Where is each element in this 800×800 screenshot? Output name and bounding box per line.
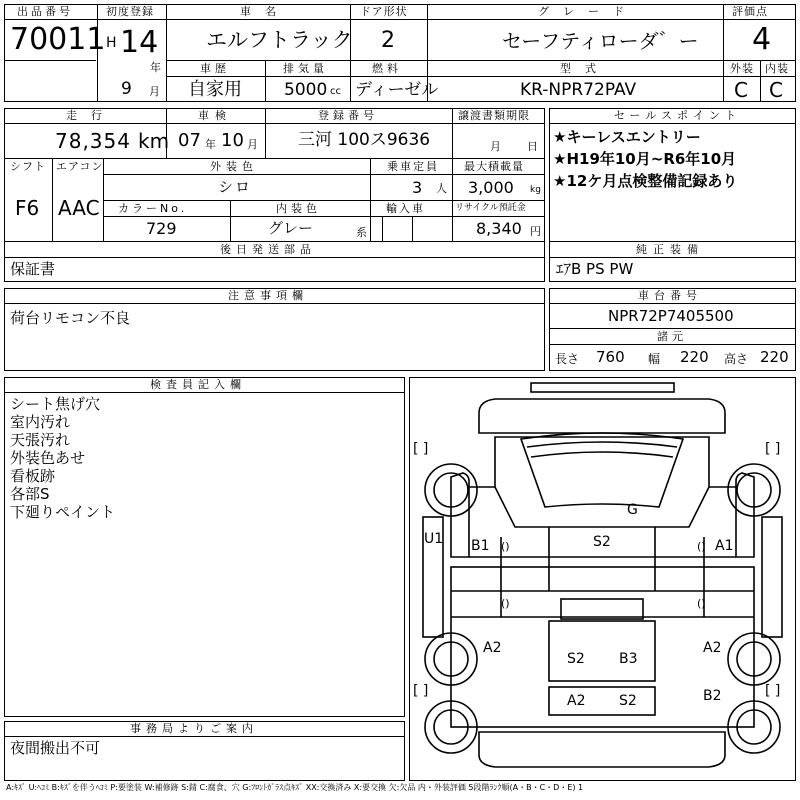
model-label: 型式 bbox=[560, 62, 610, 75]
fuel: ディーゼル bbox=[355, 80, 439, 100]
inspection-label: 車検 bbox=[198, 109, 232, 122]
bracket-left-top: [ ] bbox=[413, 441, 429, 457]
max-load-unit: kg bbox=[530, 185, 541, 195]
recycle-unit: 円 bbox=[530, 225, 541, 238]
cab-outline bbox=[495, 437, 709, 527]
legend: A:ｷｽﾞ U:ﾍｺﾐ B:ｷｽﾞを伴うﾍｺﾐ P:要塗装 W:補修跡 S:錆 C:腐食、穴 G:ﾌﾛﾝﾄｶﾞﾗｽ点ｷｽﾞ XX:交換済み X:要交換 欠:欠品 内・外装評価 5段階ﾗﾝｸ順(A・B・C・D・E) 1 bbox=[6, 783, 584, 792]
side-box-right bbox=[762, 517, 782, 637]
displacement-unit: cc bbox=[330, 86, 341, 97]
length-label: 長さ bbox=[555, 352, 580, 366]
later-parts-label: 後日発送部品 bbox=[220, 243, 316, 256]
bracket-right-bottom: [ ] bbox=[765, 683, 781, 699]
inspector-line: 室内汚れ bbox=[10, 413, 71, 431]
color: シロ bbox=[218, 178, 253, 196]
score-label: 評価点 bbox=[732, 5, 768, 18]
interior-grade: C bbox=[769, 78, 783, 102]
door-label: ドア形状 bbox=[360, 5, 408, 18]
shift: F6 bbox=[15, 196, 40, 220]
displacement-label: 排気量 bbox=[283, 62, 328, 75]
plate-label: 登録番号 bbox=[318, 109, 378, 122]
import-label: 輸入車 bbox=[386, 202, 425, 215]
car-name: エルフトラック bbox=[206, 28, 353, 52]
max-load: 3,000 bbox=[468, 178, 514, 197]
notes: 荷台リモコン不良 bbox=[10, 309, 131, 327]
bracket-right-top: [ ] bbox=[765, 441, 781, 457]
width-label: 幅 bbox=[648, 352, 661, 366]
sales-point-2: ★H19年10月~R6年10月 bbox=[553, 150, 737, 168]
inspector-label: 検査員記入欄 bbox=[150, 378, 246, 391]
inspector-line: 看板跡 bbox=[10, 467, 56, 485]
paren-right-1: () bbox=[697, 540, 706, 553]
mark-S2-top: S2 bbox=[593, 534, 611, 550]
inspector-line: 天張汚れ bbox=[10, 431, 71, 449]
inspection-year: 07 bbox=[178, 130, 201, 151]
inspection-month-unit: 月 bbox=[247, 138, 258, 151]
inspector-line: シート焦げ穴 bbox=[10, 395, 101, 413]
transfer-label: 譲渡書類期限 bbox=[458, 109, 530, 122]
mark-B3: B3 bbox=[619, 651, 638, 667]
sales-point-1: ★キーレスエントリー bbox=[553, 128, 701, 146]
mark-S2-bottom: S2 bbox=[619, 693, 637, 709]
grade-label: グレード bbox=[538, 5, 638, 18]
capacity-unit: 人 bbox=[436, 182, 447, 195]
max-load-label: 最大積載量 bbox=[464, 160, 524, 173]
mark-B2: B2 bbox=[703, 688, 722, 704]
reg-month: 9 bbox=[121, 79, 132, 99]
displacement: 5000 bbox=[284, 80, 328, 100]
car-name-label: 車名 bbox=[240, 5, 290, 18]
vehicle-diagram bbox=[409, 377, 796, 781]
grade: セーフティローダ゛ー bbox=[502, 29, 699, 53]
mark-B1: B1 bbox=[471, 538, 490, 554]
mark-A1: A1 bbox=[715, 538, 734, 554]
notes-label: 注意事項欄 bbox=[228, 289, 308, 302]
height-label: 高さ bbox=[724, 352, 749, 366]
inspector-line: 外装色あせ bbox=[10, 449, 86, 467]
interior-color: グレー bbox=[268, 219, 314, 237]
mileage-label: 走行 bbox=[66, 109, 116, 122]
length: 760 bbox=[596, 348, 625, 366]
front-bumper-strip bbox=[531, 383, 674, 392]
ac: AAC bbox=[58, 196, 100, 220]
plate: 三河 100ス9636 bbox=[298, 130, 431, 150]
era: H bbox=[106, 35, 117, 51]
reg-year: 14 bbox=[120, 25, 159, 60]
mark-U1: U1 bbox=[424, 531, 444, 547]
chassis-number: NPR72P7405500 bbox=[608, 307, 734, 325]
mark-G: G bbox=[627, 502, 638, 518]
paren-right-2: () bbox=[697, 597, 706, 610]
office-label: 事務局よりご案内 bbox=[130, 722, 258, 735]
rear-panel bbox=[479, 732, 725, 767]
score: 4 bbox=[752, 22, 772, 57]
color-label: 外装色 bbox=[210, 160, 258, 173]
mark-A2-bottom: A2 bbox=[567, 693, 586, 709]
ac-label: エアコン bbox=[56, 160, 104, 173]
transfer-day-unit: 日 bbox=[527, 140, 538, 153]
exterior-label: 外装 bbox=[730, 62, 754, 75]
inspection-year-unit: 年 bbox=[205, 138, 216, 151]
width: 220 bbox=[680, 348, 709, 366]
color-no-label: カラーNo. bbox=[118, 202, 188, 215]
first-reg-label: 初度登録 bbox=[106, 5, 154, 18]
inspector-notes bbox=[10, 395, 115, 521]
interior-color-suffix: 系 bbox=[356, 226, 367, 239]
reg-year-unit: 年 bbox=[150, 61, 161, 74]
model: KR-NPR72PAV bbox=[520, 80, 637, 100]
mileage: 78,354 bbox=[55, 129, 131, 153]
lot-number: 70011 bbox=[10, 22, 106, 57]
office-note: 夜間搬出不可 bbox=[10, 739, 101, 757]
mark-A2-right: A2 bbox=[703, 640, 722, 656]
paren-left-1: () bbox=[501, 540, 510, 553]
interior-color-label: 内装色 bbox=[276, 202, 321, 215]
inspector-line: 下廻りペイント bbox=[10, 503, 116, 521]
bracket-left-bottom: [ ] bbox=[413, 683, 429, 699]
color-no: 729 bbox=[146, 219, 177, 238]
shift-label: シフト bbox=[10, 160, 46, 173]
dims-label: 諸元 bbox=[657, 330, 687, 343]
inspection-month: 10 bbox=[221, 130, 244, 151]
paren-left-2: () bbox=[501, 597, 510, 610]
height: 220 bbox=[760, 348, 789, 366]
fuel-label: 燃料 bbox=[372, 62, 402, 75]
mark-S2-mid: S2 bbox=[567, 651, 585, 667]
equipment: ｴｱB PS PW bbox=[556, 260, 634, 278]
history: 自家用 bbox=[188, 79, 242, 100]
sales-point-3: ★12ケ月点検整備記録あり bbox=[553, 172, 738, 190]
capacity-label: 乗車定員 bbox=[387, 160, 439, 173]
later-parts: 保証書 bbox=[10, 260, 56, 278]
front-panel bbox=[479, 399, 725, 433]
sales-points-label: セールスポイント bbox=[614, 109, 742, 122]
exterior-grade: C bbox=[734, 78, 748, 102]
history-label: 車歴 bbox=[200, 62, 230, 75]
equipment-label: 純正装備 bbox=[636, 243, 704, 256]
capacity: 3 bbox=[412, 178, 423, 197]
recycle-label: リサイクル預託金 bbox=[455, 203, 526, 213]
transfer-month-unit: 月 bbox=[490, 140, 501, 153]
mileage-unit: km bbox=[138, 129, 170, 153]
doors: 2 bbox=[381, 28, 395, 53]
lot-number-label: 出品番号 bbox=[17, 5, 73, 18]
inspector-line: 各部S bbox=[10, 485, 50, 503]
interior-label: 内装 bbox=[765, 62, 789, 75]
recycle: 8,340 bbox=[476, 219, 522, 238]
chassis-label: 車台番号 bbox=[638, 289, 702, 302]
mark-A2-left: A2 bbox=[483, 640, 502, 656]
reg-month-unit: 月 bbox=[149, 85, 160, 98]
